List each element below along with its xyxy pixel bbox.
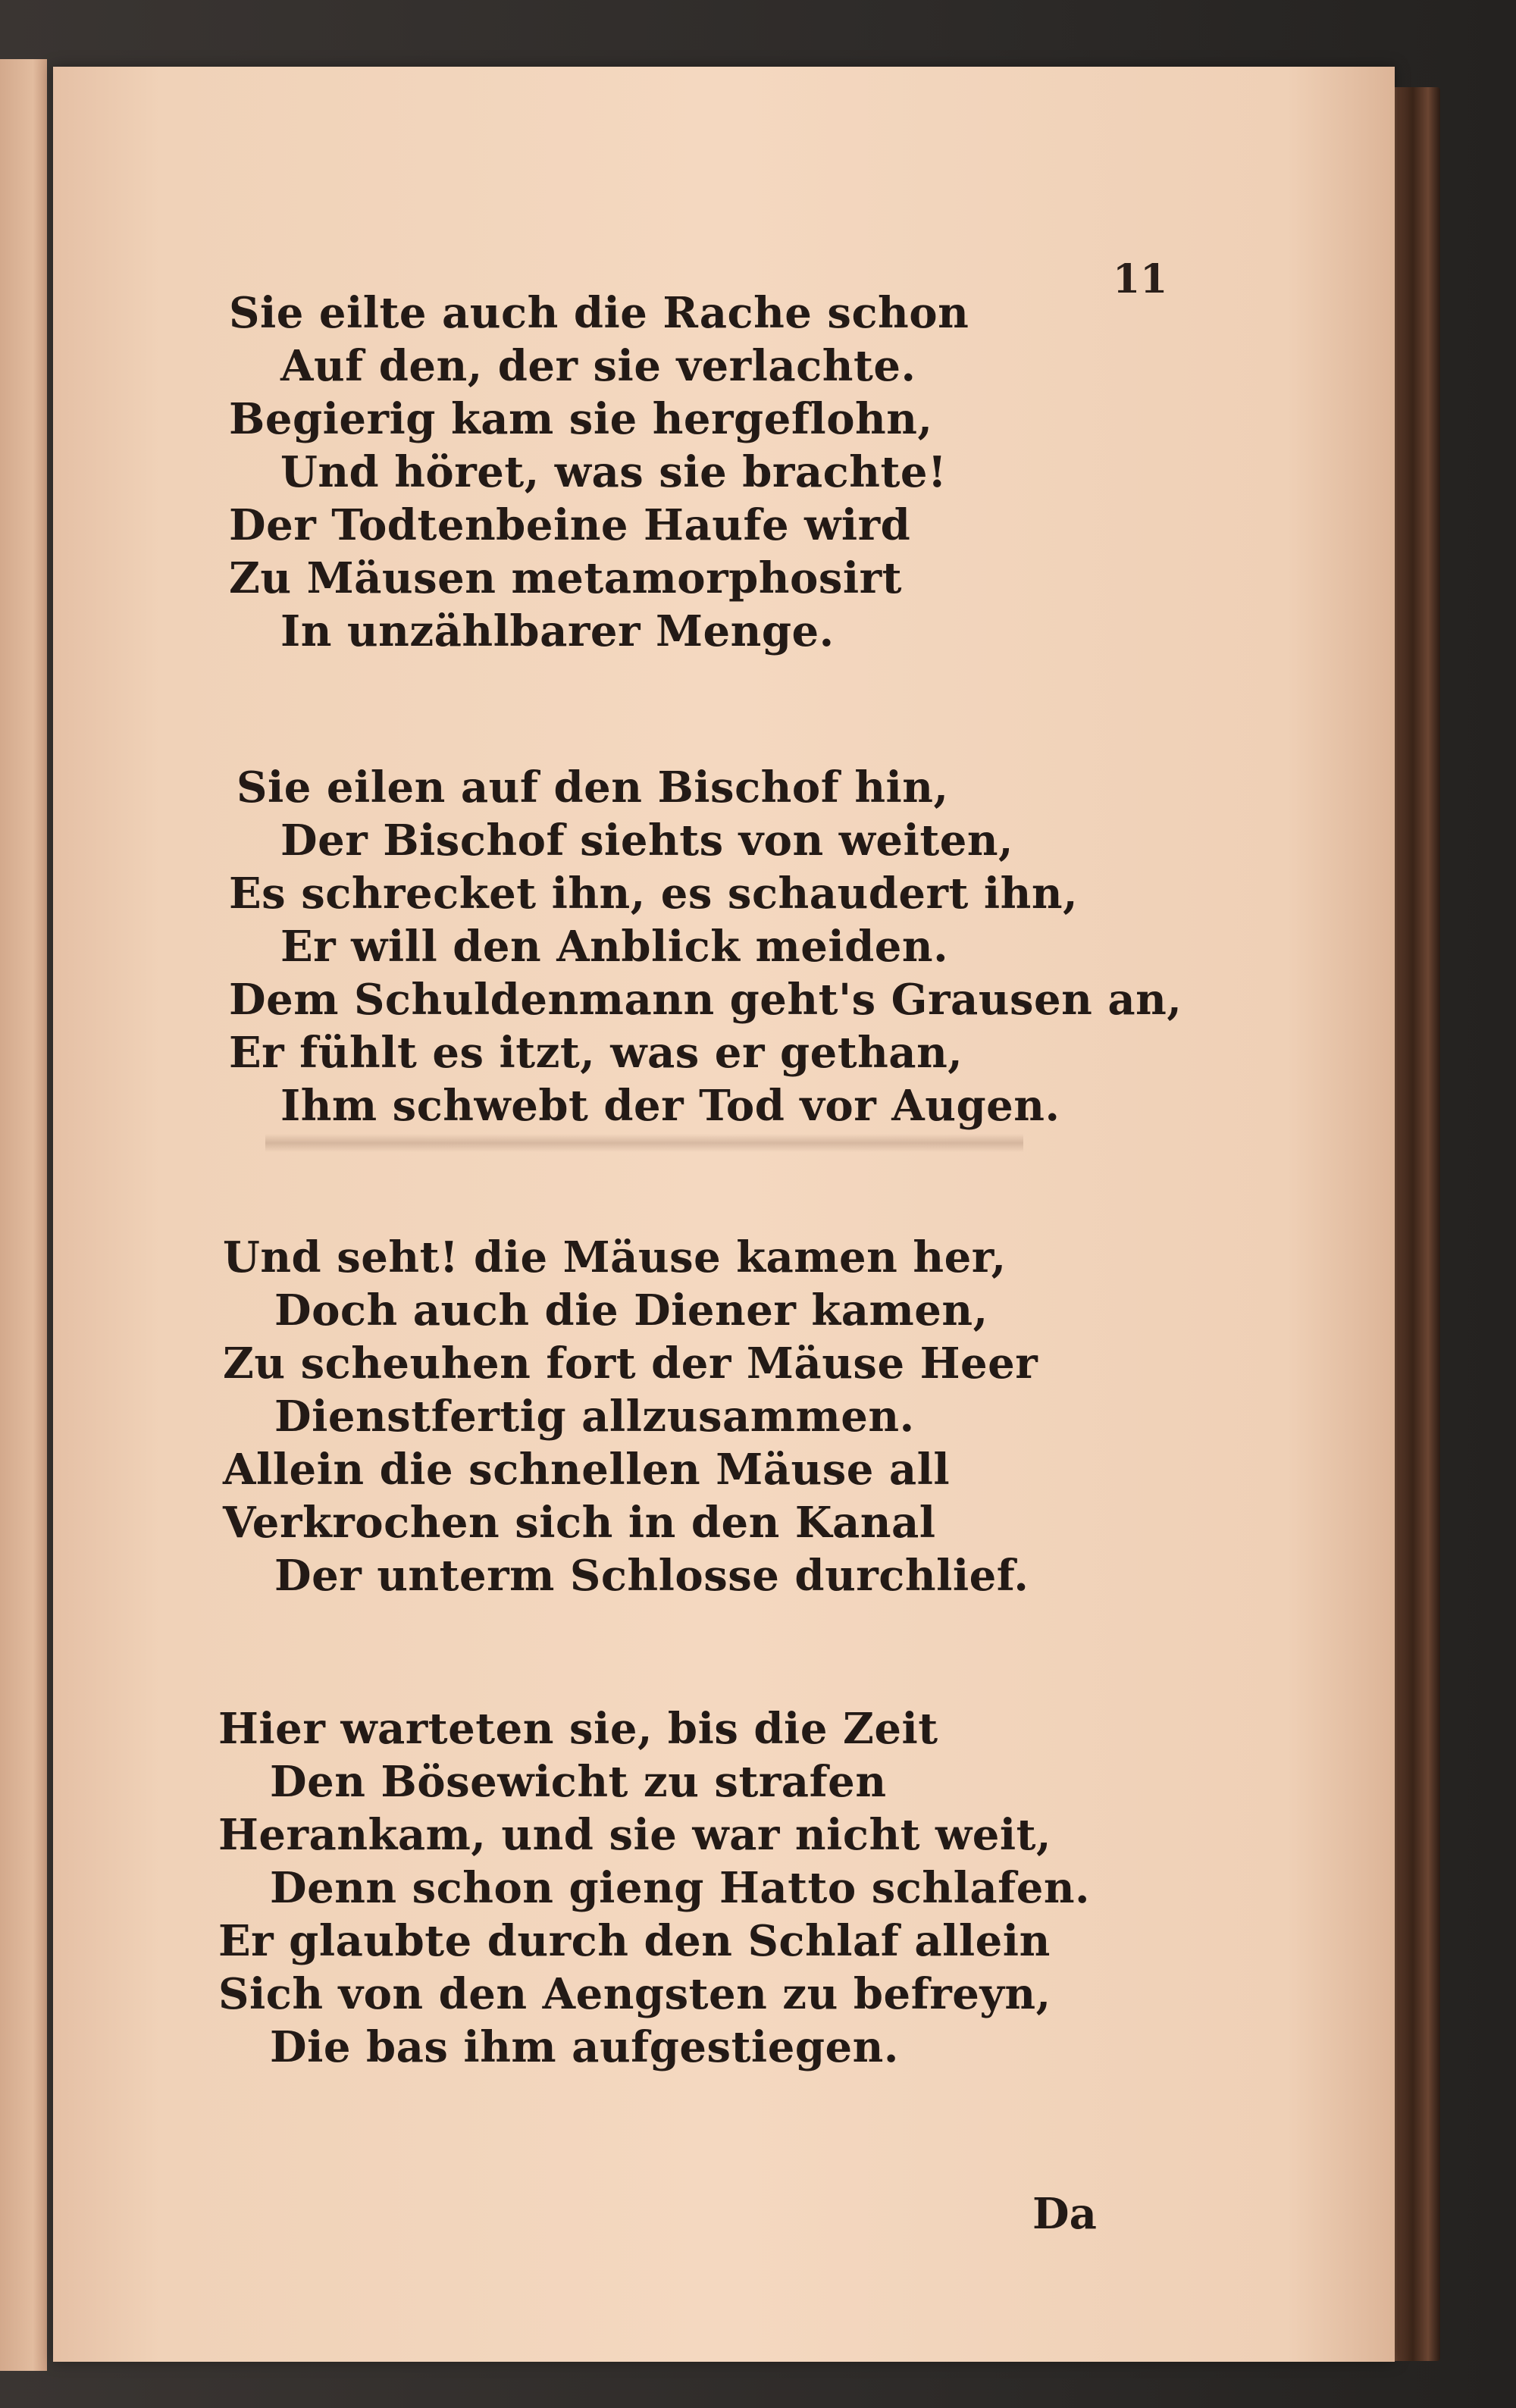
verse-line: Dem Schuldenmann geht's Grausen an, [229,975,1182,1025]
verse-line: In unzählbarer Menge. [280,606,835,656]
verse-line: Ihm schwebt der Tod vor Augen. [280,1081,1060,1131]
verse-line: Dienstfertig allzusammen. [274,1392,915,1442]
verse-line: Verkrochen sich in den Kanal [223,1498,936,1548]
verse-line: Er fühlt es itzt, was er gethan, [229,1028,963,1078]
verse-line: Denn schon gieng Hatto schlafen. [270,1863,1091,1913]
verse-line: Begierig kam sie hergeflohn, [229,394,933,444]
verse-line: Zu scheuhen fort der Mäuse Heer [223,1339,1038,1389]
verse-line: Herankam, und sie war nicht weit, [218,1810,1052,1860]
verse-line: Er glaubte durch den Schlaf allein [218,1916,1051,1966]
facing-page-edge [0,59,47,2371]
verse-line: Hier warteten sie, bis die Zeit [218,1704,938,1754]
verse-line: Der Bischof siehts von weiten, [280,816,1014,866]
verse-line: Sie eilte auch die Rache schon [229,288,969,338]
verse-line: Allein die schnellen Mäuse all [223,1445,951,1495]
verse-line: Zu Mäusen metamorphosirt [229,553,902,603]
catchword: Da [1032,2189,1097,2239]
verse-line: Doch auch die Diener kamen, [274,1285,988,1336]
verse-line: Der Todtenbeine Haufe wird [229,500,911,550]
verse-line: Die bas ihm aufgestiegen. [270,2022,899,2072]
verse-line: Und höret, was sie brachte! [280,447,948,497]
verse-line: Es schrecket ihn, es schaudert ihn, [229,869,1079,919]
verse-line: Der unterm Schlosse durchlief. [274,1551,1029,1601]
verse-line: Er will den Anblick meiden. [280,922,949,972]
verse-line: Den Bösewicht zu strafen [270,1757,887,1807]
verse-line: Sie eilen auf den Bischof hin, [236,762,949,813]
paper-crease [265,1134,1023,1152]
verse-line: Auf den, der sie verlachte. [280,341,916,391]
book-page [53,67,1395,2362]
verse-line: Sich von den Aengsten zu befreyn, [218,1969,1051,2019]
page-number: 11 [1113,256,1168,302]
verse-line: Und seht! die Mäuse kamen her, [223,1232,1007,1282]
